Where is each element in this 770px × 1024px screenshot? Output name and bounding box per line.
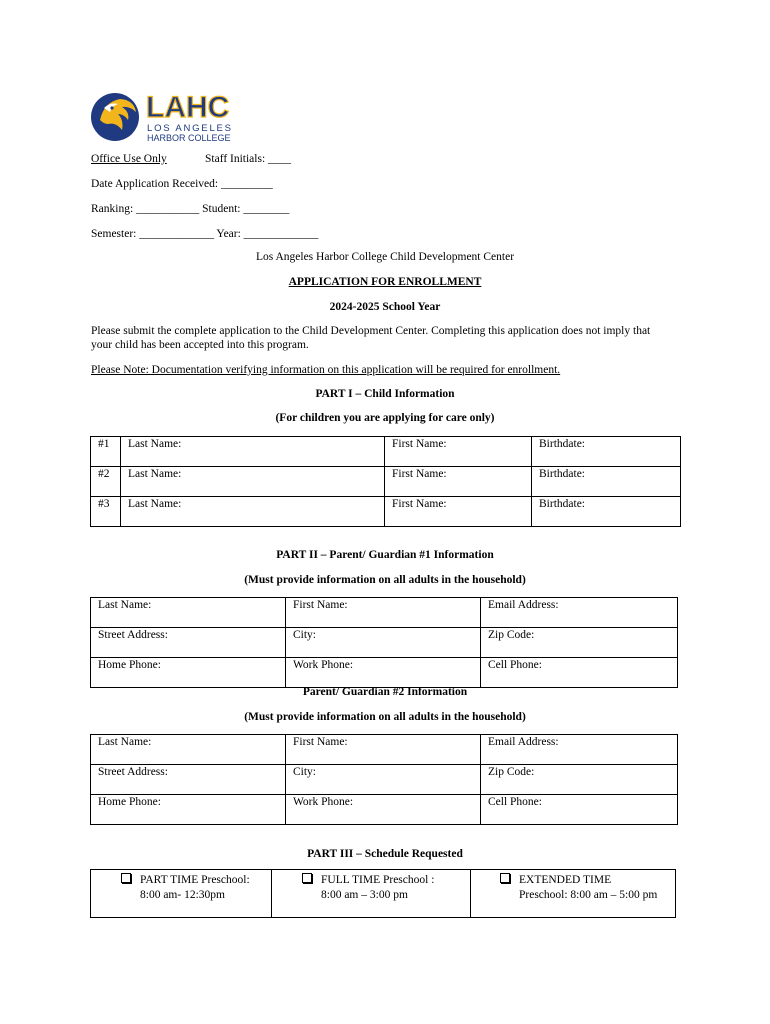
ranking-field: Ranking: ___________ Student: ________ [91,203,290,215]
guardian2-subtitle: (Must provide information on all adults in the household) [244,711,526,723]
g1-last-name-field[interactable]: Last Name: [91,598,286,628]
child-first-name-field[interactable]: First Name: [385,437,532,467]
form-title: APPLICATION FOR ENROLLMENT [288,276,482,288]
table-row [91,795,678,825]
g1-cell-phone-field[interactable]: Cell Phone: [481,658,678,688]
g1-email-field[interactable]: Email Address: [481,598,678,628]
table-row [91,870,676,918]
child-last-name-field[interactable]: Last Name: [121,437,385,467]
g1-work-phone-field[interactable]: Work Phone: [286,658,481,688]
child-birthdate-field[interactable]: Birthdate: [532,497,681,527]
g2-street-field[interactable]: Street Address: [91,765,286,795]
option-hours: Preschool: 8:00 am – 5:00 pm [519,889,658,901]
g2-cell-phone-field[interactable]: Cell Phone: [481,795,678,825]
g2-last-name-field[interactable]: Last Name: [91,735,286,765]
table-row [91,735,678,765]
g1-street-field[interactable]: Street Address: [91,628,286,658]
checkbox-icon[interactable] [302,873,312,883]
school-year: 2024-2025 School Year [329,301,441,313]
intro-line-1: Please submit the complete application to the Child Development Center. Completing this application does not imply that [91,325,651,337]
part2-subtitle: (Must provide information on all adults in the household) [244,574,526,586]
center-name: Los Angeles Harbor College Child Development Center [255,251,515,263]
schedule-option-extended[interactable] [471,870,676,918]
staff-initials-field: Staff Initials: ____ [205,153,292,165]
documentation-note: Please Note: Documentation verifying information on this application will be required for enrollment. [91,364,561,376]
part3-title: PART III – Schedule Requested [307,848,463,860]
logo-line2: HARBOR COLLEGE [147,133,231,143]
lahc-logo [90,90,240,146]
guardian1-table [90,597,678,688]
checkbox-icon[interactable] [500,873,510,883]
logo-abbr: LAHC [146,91,230,124]
child-birthdate-field[interactable]: Birthdate: [532,437,681,467]
office-use-label: Office Use Only [91,153,167,165]
child-number: #3 [91,497,121,527]
semester-field: Semester: _____________ Year: _____________ [91,228,319,240]
child-first-name-field[interactable]: First Name: [385,497,532,527]
table-row [91,437,681,467]
table-row [91,765,678,795]
g2-home-phone-field[interactable]: Home Phone: [91,795,286,825]
date-received-field: Date Application Received: _________ [91,178,273,190]
option-hours: 8:00 am – 3:00 pm [321,889,408,901]
part1-title: PART I – Child Information [315,388,455,400]
checkbox-icon[interactable] [121,873,131,883]
guardian2-table [90,734,678,825]
g1-first-name-field[interactable]: First Name: [286,598,481,628]
guardian2-title: Parent/ Guardian #2 Information [302,686,468,698]
schedule-option-part-time[interactable] [91,870,272,918]
option-label: FULL TIME Preschool : [321,874,435,886]
g2-first-name-field[interactable]: First Name: [286,735,481,765]
table-row [91,497,681,527]
g2-work-phone-field[interactable]: Work Phone: [286,795,481,825]
table-row [91,467,681,497]
eagle-icon [90,90,240,146]
option-label: PART TIME Preschool: [140,874,250,886]
schedule-option-full-time[interactable] [272,870,471,918]
g2-zip-field[interactable]: Zip Code: [481,765,678,795]
child-last-name-field[interactable]: Last Name: [121,497,385,527]
part2-title: PART II – Parent/ Guardian #1 Information [276,549,494,561]
table-row [91,628,678,658]
table-row [91,658,678,688]
schedule-table [90,869,676,918]
intro-line-2: your child has been accepted into this program. [91,339,309,351]
child-last-name-field[interactable]: Last Name: [121,467,385,497]
logo-line1: LOS ANGELES [147,123,233,134]
g1-zip-field[interactable]: Zip Code: [481,628,678,658]
option-label: EXTENDED TIME [519,874,612,886]
table-row [91,598,678,628]
child-birthdate-field[interactable]: Birthdate: [532,467,681,497]
child-first-name-field[interactable]: First Name: [385,467,532,497]
part1-subtitle: (For children you are applying for care only) [275,412,495,424]
child-info-table [90,436,681,527]
g2-city-field[interactable]: City: [286,765,481,795]
g1-city-field[interactable]: City: [286,628,481,658]
option-hours: 8:00 am- 12:30pm [140,889,225,901]
g1-home-phone-field[interactable]: Home Phone: [91,658,286,688]
child-number: #1 [91,437,121,467]
child-number: #2 [91,467,121,497]
g2-email-field[interactable]: Email Address: [481,735,678,765]
